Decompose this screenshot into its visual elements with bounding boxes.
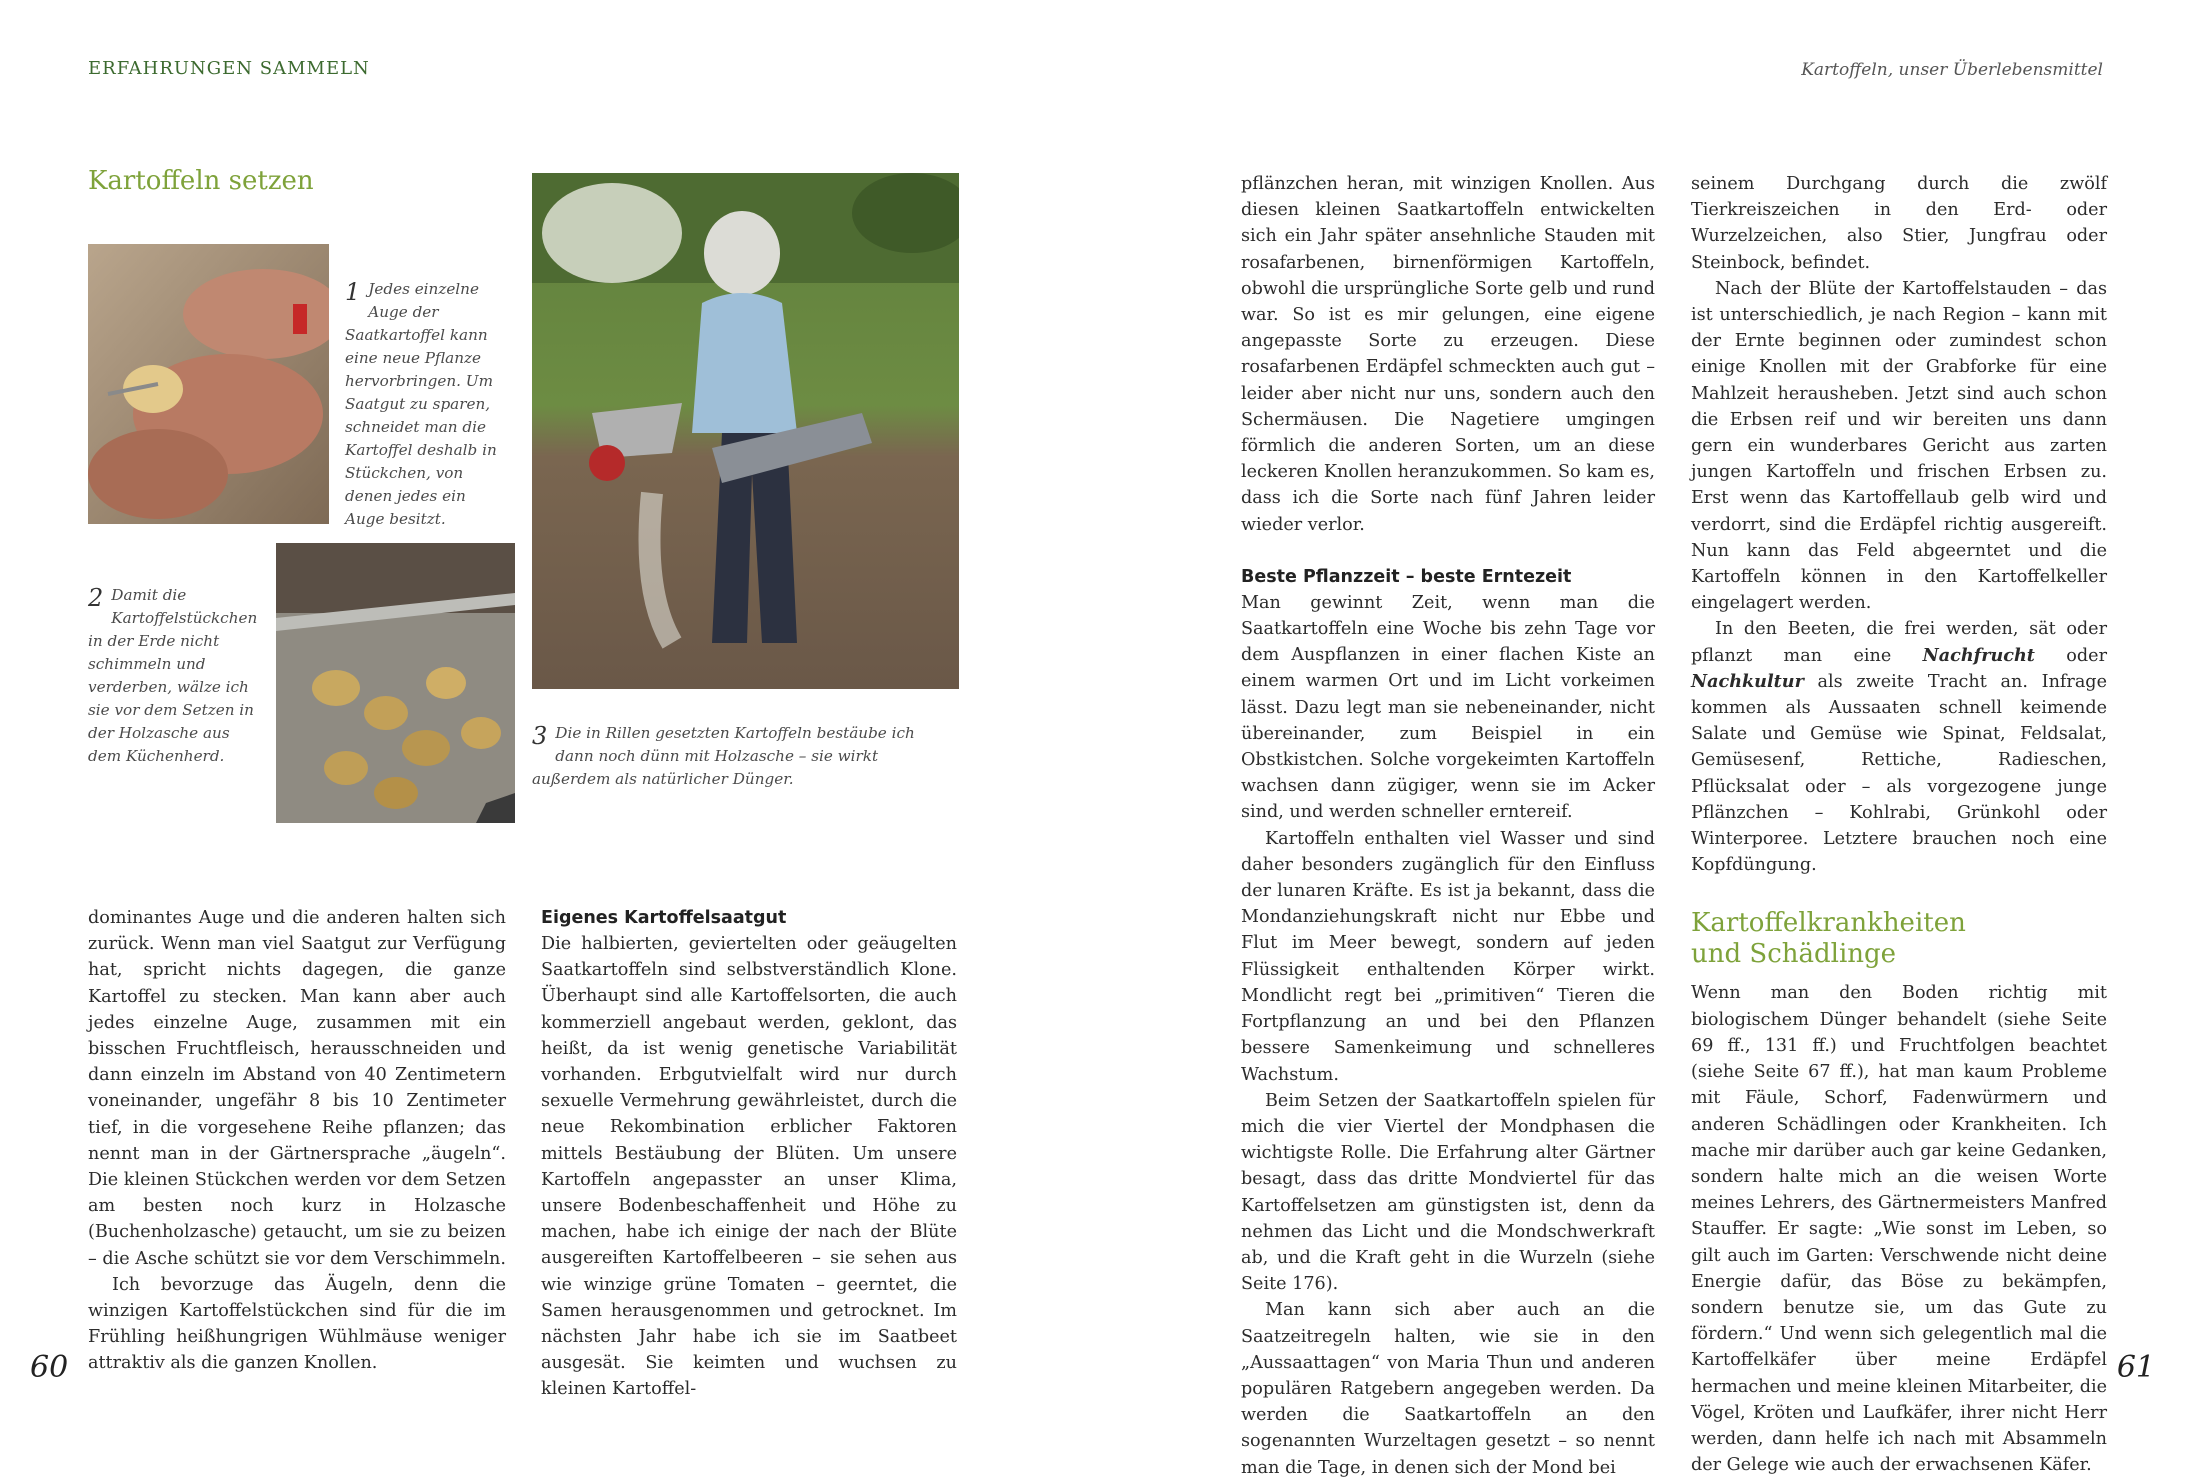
emphasis-nachfrucht: Nachfrucht <box>1922 644 2035 666</box>
caption-2-number: 2 <box>88 584 104 612</box>
left-column-2 <box>541 905 957 1403</box>
paragraph: Ich bevorzuge das Äugeln, denn die winzigen Kartoffelstückchen sind für die im Frühling heißhungrigen Wühlmäuse weniger attraktiv als die ganzen Knollen. <box>88 1274 506 1374</box>
paragraph: pflänzchen heran, mit winzigen Knollen. Aus diesen kleinen Saatkartoffeln entwickelten sich ein Jahr später ansehnliche Stauden mit rosafarbenen, birnenförmigen Kartoffeln, obwohl die ursprüngliche Sorte gelb und rund war. So ist es mir gelungen, eine eigene angepasste Sorte zu erzeugen. Diese rosafarbenen Erdäpfel schmeckten auch gut – leider aber nicht nur uns, sondern auch den Schermäusen. Die Nagetiere umgingen förmlich die anderen Sorten, um an diese leckeren Knollen heranzukommen. So kam es, dass ich die Sorte nach fünf Jahren leider wieder verlor. <box>1241 174 1655 535</box>
running-head-left: ERFAHRUNGEN SAMMELN <box>88 58 370 79</box>
section-title-line-2: und Schädlinge <box>1691 939 1897 970</box>
paragraph: dominantes Auge und die anderen halten sich zurück. Wenn man viel Saatgut zur Verfügung hat, spricht nichts dagegen, die ganze Kartoffel zu stecken. Man kann aber auch jedes einzelne Auge, zusammen mit ein bisschen Fruchtfleisch, herausschneiden und dann einzeln im Abstand von 40 Zentimetern voneinander, ungefähr 8 bis 10 Zentimeter tief, in die vorgesehene Reihe pflanzen; das nennt man in der Gärtnersprache „äugeln“. Die kleinen Stückchen werden vor dem Setzen am besten noch kurz in Holzasche (Buchenholzasche) getaucht, um sie zu beizen – die Asche schützt sie vor dem Verschimmeln. <box>88 908 506 1269</box>
section-title-kartoffeln-setzen: Kartoffeln setzen <box>88 166 314 196</box>
text-run: oder <box>2034 645 2107 666</box>
page-number-right: 61 <box>2116 1350 2155 1385</box>
right-column-2 <box>1691 171 2107 1478</box>
paragraph: Nach der Blüte der Kartoffelstauden – das ist unterschiedlich, je nach Region – kann mit der Ernte beginnen oder zumindest schon einige Knollen mit der Grabforke für eine Mahlzeit herausheben. Jetzt sind auch schon die Erbsen reif und wir bereiten uns dann gern ein wunderbares Gericht aus zarten jungen Kartoffeln und frischen Erbsen zu. Erst wenn das Kartoffellaub gelb wird und verdorrt, sind die Erdäpfel richtig ausgereift. Nun kann das Feld abgeerntet und die Kartoffeln können in den Kartoffelkeller eingelagert werden. <box>1691 278 2107 614</box>
left-column-1 <box>88 905 506 1377</box>
paragraph: seinem Durchgang durch die zwölf Tierkreiszeichen in den Erd- oder Wurzelzeichen, also Stier, Jungfrau oder Steinbock, befindet. <box>1691 174 2107 273</box>
text-run: In den Beeten, die frei werden, sät oder pflanzt man eine <box>1691 619 2107 666</box>
caption-1-text: Jedes einzelne Auge der Saatkartoffel kann eine neue Pflanze hervorbringen. Um Saatgut zu sparen, schneidet man die Kartoffel deshalb in Stückchen, von denen jedes ein Auge besitzt. <box>345 280 497 528</box>
photo-cutting-potato <box>88 244 329 524</box>
paragraph: Wenn man den Boden richtig mit biologischem Dünger behandelt (siehe Seite 69 ff., 131 ff.) und Fruchtfolgen beachtet (siehe Seite 67 ff.), hat man kaum Probleme mit Fäule, Schorf, Fadenwürmern und anderen Schädlingen oder Krankheiten. Ich mache mir darüber auch gar keine Gedanken, sondern halte mich an die weisen Worte meines Lehrers, des Gärtnermeisters Manfred Stauffer. Er sagte: „Wie sonst im Leben, so gilt auch im Garten: Verschwende nicht deine Energie dafür, das Böse zu bekämpfen, sondern benutze sie, um das Gute zu fördern.“ Und wenn sich gelegentlich mal die Kartoffelkäfer über meine Erdäpfel hermachen und meine kleinen Mitarbeiter, die Vögel, Kröten und Laufkäfer, ihrer nicht Herr werden, dann helfe ich nach mit Absammeln der Gelege wie auch der erwachsenen Käfer. <box>1691 983 2107 1476</box>
paragraph: Die halbierten, geviertelten oder geäugelten Saatkartoffeln sind selbstverständlich Klone. Überhaupt sind alle Kartoffelsorten, die auch kommerziell angebaut werden, geklont, das heißt, da ist wenig genetische Variabilität vorhanden. Erbgutvielfalt wird nur durch sexuelle Vermehrung gewährleistet, durch die neue Rekombination erblicher Faktoren mittels Bestäubung der Blüten. Um unsere Kartoffeln angepasster an unser Klima, unsere Bodenbeschaffenheit und Höhe zu machen, habe ich einige der nach der Blüte ausgereiften Kartoffelbeeren – sie sehen aus wie winzige grüne Tomaten – geerntet, die Samen herausgenommen und getrocknet. Im nächsten Jahr habe ich sie im Saatbeet ausgesät. Sie keimten und wuchsen zu kleinen Kartoffel- <box>541 934 957 1400</box>
emphasis-nachkultur: Nachkultur <box>1691 670 1804 692</box>
caption-3-text: Die in Rillen gesetzten Kartoffeln bestäube ich dann noch dünn mit Holzasche – sie wirkt außerdem als natürlicher Dünger. <box>532 724 915 788</box>
caption-3 <box>532 722 952 791</box>
paragraph: Kartoffeln enthalten viel Wasser und sind daher besonders zugänglich für den Einfluss der lunaren Kräfte. Es ist ja bekannt, dass die Mondanziehungskraft nicht nur Ebbe und Flut im Meer bewegt, sondern auf jeden Flüssigkeit enthaltenden Körper wirkt. Mondlicht regt bei „primitiven“ Tieren die Fortpflanzung an und bei den Pflanzen bessere Samenkeimung und schnelleres Wachstum. <box>1241 828 1655 1085</box>
subheading-beste-pflanzzeit: Beste Pflanzzeit – beste Erntezeit <box>1241 566 1572 587</box>
paragraph <box>1691 616 2107 878</box>
caption-2-text: Damit die Kartoffelstückchen in der Erde nicht schimmeln und verderben, wälze ich sie vor dem Setzen in der Holzasche aus dem Küchenherd. <box>88 586 258 765</box>
text-run: als zweite Tracht an. Infrage kommen als Aussaaten schnell keimende Salate und Gemüse wie Spinat, Feldsalat, Gemüsesenf, Rettiche, Radieschen, Pflücksalat oder – als vorgezogene junge Pflänzchen – Kohlrabi, Grünkohl oder Winterporee. Letztere brauchen noch eine Kopfdüngung. <box>1691 671 2107 876</box>
paragraph: Beim Setzen der Saatkartoffeln spielen für mich die vier Viertel der Mondphasen die wichtigste Rolle. Die Erfahrung alter Gärtner besagt, dass das dritte Mondviertel für das Kartoffelsetzen am günstigsten ist, denn da nehmen das Licht und die Mondschwerkraft ab, und die Kraft geht in die Wurzeln (siehe Seite 176). <box>1241 1090 1655 1295</box>
paragraph: Man kann sich aber auch an die Saatzeitregeln halten, wie sie in den „Aussaattagen“ von Maria Thun und anderen populären Ratgebern angegeben werden. Da werden die Saatkartoffeln an den sogenannten Wurzeltagen gesetzt – so nennt man die Tage, in denen sich der Mond bei <box>1241 1300 1655 1478</box>
caption-1 <box>345 278 505 531</box>
right-column-1 <box>1241 171 1655 1481</box>
subheading-eigenes-kartoffelsaatgut: Eigenes Kartoffelsaatgut <box>541 908 787 928</box>
caption-1-number: 1 <box>345 278 361 306</box>
caption-3-number: 3 <box>532 722 548 750</box>
running-head-right: Kartoffeln, unser Überlebensmittel <box>1801 60 2103 80</box>
page-number-left: 60 <box>30 1350 69 1385</box>
photo-gardener-sprinkling-ash <box>532 173 959 689</box>
photo-potatoes-in-ash <box>276 543 515 823</box>
section-title-krankheiten <box>1691 908 2107 970</box>
caption-2 <box>88 584 258 768</box>
paragraph: Man gewinnt Zeit, wenn man die Saatkartoffeln eine Woche bis zehn Tage vor dem Auspflanzen in einer flachen Kiste an einem warmen Ort und im Licht vorkeimen lässt. Dazu legt man sie nebeneinander, nicht übereinander, zum Beispiel in ein Obstkistchen. Solche vorgekeimten Kartoffeln wachsen dann zügiger, wenn sie im Acker sind, und werden schneller erntereif. <box>1241 592 1655 823</box>
section-title-line-1: Kartoffelkrankheiten <box>1691 908 1966 939</box>
